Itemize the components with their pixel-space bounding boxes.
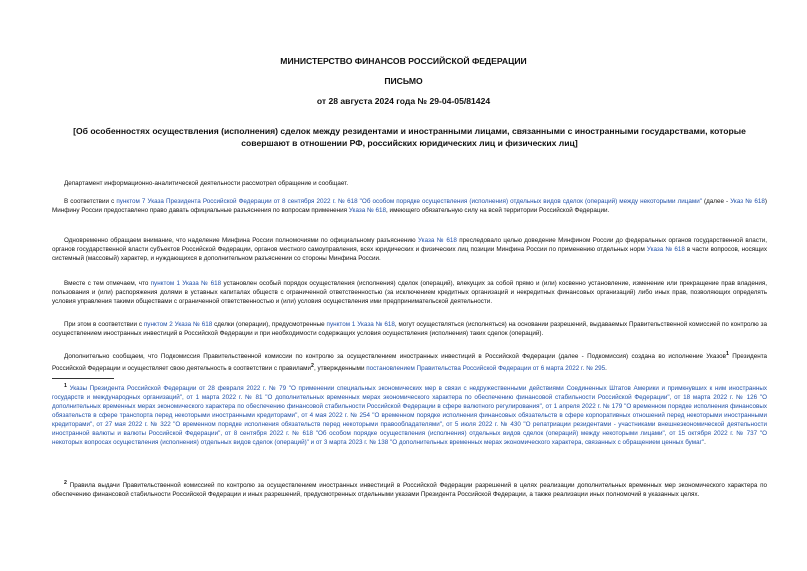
footnote-1-tail: . bbox=[704, 438, 706, 446]
p2-text-a: В соответствии с bbox=[64, 198, 117, 205]
footnote-2-text: Правила выдачи Правительственной комиссией по контролю за осуществлением иностранных инвестиций в Российской Федерации разрешений в целях реализации дополнительных временных мер экономического характера по обеспечению финансовой стабильности Российской Федерации и иных разрешений, предусмотренных отдельными указами Президента Российской Федерации, а также реализации иных полномочий в указанных целях. bbox=[52, 482, 767, 498]
p2-text-c: ) Минфину России предоставлено право давать официальные разъяснения по вопросам применения bbox=[52, 198, 767, 214]
p3-text-c: в части вопросов, носящих системный (массовый) характер, и нуждающихся в дополнительном разъяснении со стороны Минфина России. bbox=[52, 245, 767, 262]
link-ukazy-prezidenta[interactable]: Указы Президента Российской Федерации от 28 февраля 2022 г. № 79 "О применении специальных экономических мер в связи с недружественными действиями Соединенных Штатов Америки и примкнувших к ним иностранных государств и международных организаций", от 1 марта 2022 г. № 81 "О дополнительных временных мерах экономического характера по обеспечению финансовой стабильности Российской Федерации", от 18 марта 2022 г. № 126 "О дополнительных временных мерах экономического характера по обеспечению финансовой стабильности Российской Федерации в сфере валютного регулирования", от 1 апреля 2022 г. № 179 "О временном порядке исполнения финансовых обязательств в сфере транспорта перед некоторыми иностранными кредиторами", от 4 мая 2022 г. № 254 "О временном порядке исполнения финансовых обязательств в сфере корпоративных отношений перед некоторыми иностранными кредиторами", от 27 мая 2022 г. № 322 "О временном порядке исполнения обязательств перед некоторыми правообладателями", от 5 июля 2022 г. № 430 "О репатриации резидентами - участниками внешнеэкономической деятельности иностранной валюты и валюты Российской Федерации", от 8 сентября 2022 г. № 618 "Об особом порядке осуществления (исполнения) отдельных видов сделок (операций) между некоторыми лицами", от 15 октября 2022 г. № 737 "О некоторых вопросах осуществления (исполнения) отдельных видов сделок (операций)" и от 3 марта 2023 г. № 138 "О дополнительных временных мерах экономического характера, связанных с обращением ценных бумаг" bbox=[52, 385, 767, 446]
paragraph-3 bbox=[52, 237, 767, 264]
footnote-mark-2: 2 bbox=[64, 480, 67, 486]
p3-text-b: преследовало целью доведение Минфином России до федеральных органов государственной власти, органов государственной власти субъектов Российской Федерации, органов местного самоуправления, всех юридических и физических лиц позиции Минфина России по применению отдельных норм bbox=[52, 237, 767, 253]
footnote-2 bbox=[52, 479, 767, 500]
link-ukaz618[interactable]: Указа № 618 bbox=[646, 245, 685, 253]
p6-text-c: , утвержденными bbox=[313, 365, 367, 373]
link-postanovlenie-295[interactable]: постановлением Правительства Российской Федерации от 6 марта 2022 г. № 295 bbox=[366, 365, 606, 373]
footnote-mark-1: 1 bbox=[64, 383, 67, 389]
footnote-ref-1[interactable]: 1 bbox=[726, 351, 729, 357]
footnote-1 bbox=[52, 382, 767, 447]
p2-text-b: (далее - bbox=[701, 198, 731, 205]
document-type: ПИСЬМО bbox=[384, 76, 423, 86]
p5-text-a: При этом в соответствии с bbox=[64, 321, 144, 328]
link-ukaz618[interactable]: Указа № 618 bbox=[348, 206, 387, 214]
p4-text-a: Вместе с тем отмечаем, что bbox=[64, 280, 151, 287]
p3-text-a: Одновременно обращаем внимание, что наделение Минфина России полномочиями по официальному разъяснению bbox=[64, 237, 418, 244]
link-punkt1-ukaz618[interactable]: пунктом 1 Указа № 618 bbox=[150, 280, 222, 287]
p5-text-c: , могут осуществляться (исполняться) на основании разрешений, выдаваемых Правительственной комиссией по контролю за осуществлением иностранных инвестиций в Российской Федерации и при необходимости содержащих условия осуществления (исполнения) таких сделок (операций). bbox=[52, 321, 767, 337]
paragraph-2 bbox=[52, 198, 767, 216]
link-punkt7-ukaz618[interactable]: пунктом 7 Указа Президента Российской Федерации от 8 сентября 2022 г. № 618 "Об особом порядке осуществления (исполнения) отдельных видов сделок (операций) между некоторыми лицами" bbox=[116, 198, 702, 205]
link-punkt1-ukaz618[interactable]: пунктом 1 Указа № 618 bbox=[326, 321, 395, 328]
document-date-number: от 28 августа 2024 года № 29-04-05/81424 bbox=[316, 96, 491, 106]
paragraph-5 bbox=[52, 321, 767, 339]
paragraph-1 bbox=[52, 180, 767, 189]
link-ukaz618[interactable]: Указ № 618 bbox=[730, 198, 765, 205]
p5-text-b: сделки (операции), предусмотренные bbox=[212, 321, 327, 328]
p4-text-b: установлен особый порядок осуществления (исполнения) сделок (операций), влекущих за собой прямо и (или) косвенно установление, изменение или прекращение прав владения, пользования и (или) распоряжения долями в уставных капиталах обществ с ограниченной ответственностью (за исключением кредитных организаций и некредитных финансовых организаций) либо иных прав, позволяющих определять условия управления такими обществами с ограниченной ответственностью и (или) условия осуществления ими предпринимательской деятельности. bbox=[52, 280, 767, 305]
link-ukaz618[interactable]: Указа № 618 bbox=[417, 237, 457, 244]
paragraph-4 bbox=[52, 280, 767, 307]
ministry-heading: МИНИСТЕРСТВО ФИНАНСОВ РОССИЙСКОЙ ФЕДЕРАЦИИ bbox=[280, 56, 527, 66]
p6-text-a: Дополнительно сообщаем, что Подкомиссия Правительственной комиссии по контролю за осуществлением иностранных инвестиций в Российской Федерации (далее - Подкомиссия) создана во исполнение Указов bbox=[64, 353, 727, 361]
footnote-ref-2[interactable]: 2 bbox=[311, 363, 314, 369]
p2-text-d: , имеющего обязательную силу на всей территории Российской Федерации. bbox=[386, 206, 610, 214]
document-title: [Об особенностях осуществления (исполнения) сделок между резидентами и иностранными лицами, связанными с иностранными государствами, которые совершают в отношении РФ, российских юридических лиц и физических лиц] bbox=[73, 126, 746, 148]
footnote-divider bbox=[52, 378, 114, 379]
p6-text-d: . bbox=[605, 365, 607, 373]
link-punkt2-ukaz618[interactable]: пунктом 2 Указа № 618 bbox=[143, 321, 213, 328]
p6-text-b: Президента Российской Федерации и осуществляет свою деятельность в соответствии с правилами bbox=[52, 353, 768, 373]
paragraph-6 bbox=[52, 350, 767, 374]
p1-text: Департамент информационно-аналитической деятельности рассмотрел обращение и сообщает. bbox=[64, 180, 349, 187]
